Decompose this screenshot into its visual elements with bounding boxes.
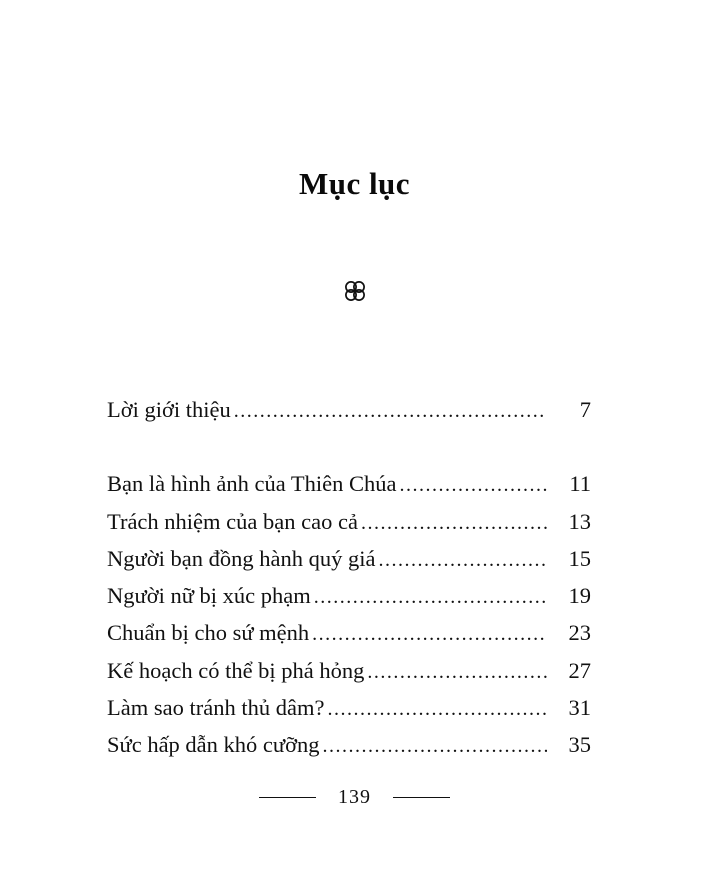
toc-entry-page-number: 35 [568,732,591,758]
toc-entry-label: Người nữ bị xúc phạm [107,583,311,609]
toc-entry-label: Sức hấp dẫn khó cưỡng [107,732,320,758]
toc-entry [107,541,591,578]
toc-entry [107,466,591,503]
toc-entry-label: Chuẩn bị cho sứ mệnh [107,620,310,646]
footer-left-rule [259,797,316,798]
dot-leader [314,578,547,615]
dot-leader [367,653,547,690]
clover-ornament-icon [340,282,370,299]
toc-entry-page-number: 19 [568,583,591,609]
dot-leader [323,727,548,764]
ornament-container [0,276,709,306]
toc-entry-page-number: 7 [579,397,591,422]
toc-entry-label: Kế hoạch có thể bị phá hỏng [107,657,365,683]
dot-leader [361,504,547,541]
toc-entry-label: Lời giới thiệu [107,397,231,422]
page-title: Mục lục [298,166,411,201]
toc-entry-page-number: 11 [569,471,591,497]
toc-entry-page-number: 15 [568,545,591,571]
toc-entry-page-number: 27 [568,657,591,683]
footer-right-rule [393,797,450,798]
toc-entry-label: Trách nhiệm của bạn cao cả [107,508,358,534]
toc-entry [107,504,591,541]
toc-entry [107,615,591,652]
toc-entry [107,653,591,690]
toc-entry-label: Người bạn đồng hành quý giá [107,545,376,571]
toc-entry-page-number: 23 [568,620,591,646]
dot-leader [400,466,547,503]
folio-page-number: 139 [338,786,371,808]
toc-entry-label: Làm sao tránh thủ dâm? [107,695,325,721]
dot-leader [378,541,547,578]
dot-leader [312,615,547,652]
toc-entry [107,727,591,764]
page-footer [0,786,709,809]
toc-entry-page-number: 13 [568,508,591,534]
toc-entry-page-number: 31 [568,695,591,721]
dot-leader [234,392,547,429]
toc-entry [107,690,591,727]
dot-leader [327,690,547,727]
toc-entry-label: Bạn là hình ảnh của Thiên Chúa [107,471,397,497]
toc-entry [107,578,591,615]
toc-entry [107,392,591,429]
table-of-contents [107,392,591,765]
